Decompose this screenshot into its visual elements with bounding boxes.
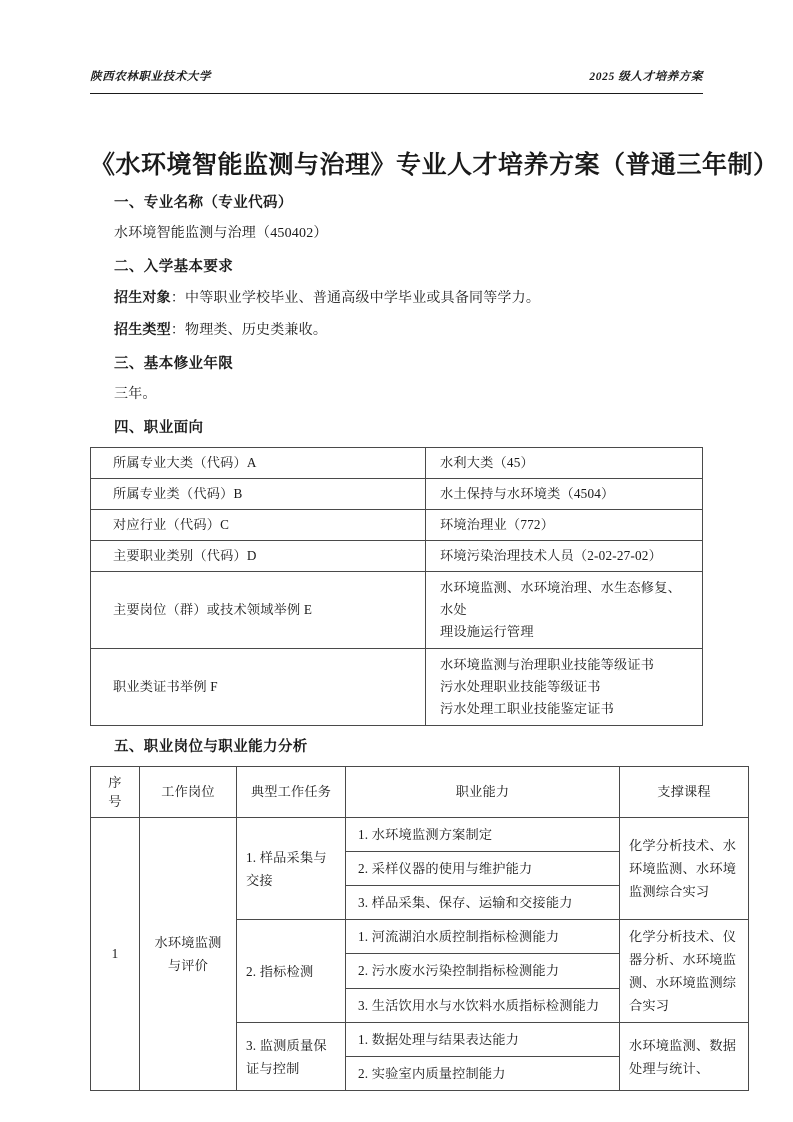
table-header-row (91, 767, 749, 818)
ability-table-head (91, 767, 749, 818)
cell-typical-task: 3. 监测质量保证与控制 (237, 1023, 346, 1091)
header-document-series: 2025 级人才培养方案 (589, 71, 703, 83)
career-row-label: 对应行业（代码）C (91, 510, 426, 541)
admission-type-value: 物理类、历史类兼收。 (185, 323, 328, 338)
cell-vocational-ability: 2. 实验室内质量控制能力 (346, 1057, 620, 1091)
page-title: 《水环境智能监测与治理》专业人才培养方案（普通三年制） (90, 151, 779, 179)
section-heading-3: 三、基本修业年限 (114, 356, 234, 372)
table-row (91, 510, 703, 541)
cell-vocational-ability: 3. 样品采集、保存、运输和交接能力 (346, 886, 620, 920)
career-row-value-line: 水土保持与水环境类（4504） (440, 486, 615, 501)
table-row (91, 572, 703, 649)
cell-supporting-course: 水环境监测、数据处理与统计、 (620, 1023, 749, 1091)
cell-typical-task: 1. 样品采集与交接 (237, 818, 346, 920)
career-row-value-line: 环境治理业（772） (440, 517, 555, 532)
cell-vocational-ability: 2. 污水废水污染控制指标检测能力 (346, 954, 620, 988)
table-row (91, 818, 749, 852)
cell-vocational-ability: 3. 生活饮用水与水饮料水质指标检测能力 (346, 988, 620, 1022)
table-row (91, 649, 703, 726)
column-header-serial-no-char: 序 (108, 775, 122, 790)
section-heading-5: 五、职业岗位与职业能力分析 (114, 739, 308, 755)
header-divider-rule (90, 93, 703, 94)
cell-vocational-ability: 1. 数据处理与结果表达能力 (346, 1023, 620, 1057)
running-header (90, 68, 703, 88)
career-row-value (426, 649, 703, 726)
admission-target-label: 招生对象 (114, 289, 171, 305)
column-header-supporting-course: 支撑课程 (620, 767, 749, 818)
career-row-label: 所属专业大类（代码）A (91, 448, 426, 479)
career-row-label: 职业类证书举例 F (91, 649, 426, 726)
career-row-value-line: 水环境监测与治理职业技能等级证书 (440, 657, 655, 672)
career-row-value (426, 510, 703, 541)
section-heading-2: 二、入学基本要求 (114, 259, 234, 275)
table-row (91, 448, 703, 479)
column-header-serial-no (91, 767, 140, 818)
career-row-value (426, 479, 703, 510)
column-header-vocational-ability: 职业能力 (346, 767, 620, 818)
career-row-label: 所属专业类（代码）B (91, 479, 426, 510)
cell-vocational-ability: 1. 水环境监测方案制定 (346, 818, 620, 852)
column-header-post: 工作岗位 (140, 767, 237, 818)
cell-vocational-ability: 2. 采样仪器的使用与维护能力 (346, 852, 620, 886)
career-row-value (426, 448, 703, 479)
cell-typical-task: 2. 指标检测 (237, 920, 346, 1023)
section-1-body: 水环境智能监测与治理（450402） (114, 226, 328, 241)
admission-target-value: 中等职业学校毕业、普通高级中学毕业或具备同等学力。 (185, 291, 541, 306)
cell-vocational-ability: 1. 河流湖泊水质控制指标检测能力 (346, 920, 620, 954)
admission-type-line (90, 314, 703, 346)
column-header-typical-task: 典型工作任务 (237, 767, 346, 818)
career-row-value-line: 污水处理职业技能等级证书 (440, 679, 601, 694)
cell-serial-no: 1 (91, 818, 140, 1091)
career-row-value-line: 水环境监测、水环境治理、水生态修复、水处 (440, 580, 681, 617)
cell-work-post: 水环境监测与评价 (140, 818, 237, 1091)
ability-table-body (91, 818, 749, 1091)
career-row-value (426, 572, 703, 649)
header-institution: 陕西农林职业技术大学 (90, 71, 211, 83)
post-ability-analysis-table (90, 766, 749, 1091)
career-row-label: 主要职业类别（代码）D (91, 541, 426, 572)
career-orientation-table (90, 447, 703, 726)
section-heading-1: 一、专业名称（专业代码） (114, 195, 293, 211)
table-row (91, 479, 703, 510)
column-header-serial-no-char: 号 (108, 794, 122, 809)
career-row-value-line: 污水处理工职业技能鉴定证书 (440, 701, 615, 716)
career-table-body (91, 448, 703, 726)
section-3-body: 三年。 (114, 387, 157, 402)
admission-type-separator: ： (170, 323, 186, 338)
career-row-label: 主要岗位（群）或技术领域举例 E (91, 572, 426, 649)
career-row-value (426, 541, 703, 572)
table-row (91, 541, 703, 572)
career-row-value-line: 水利大类（45） (440, 455, 534, 470)
career-row-value-line: 环境污染治理技术人员（2-02-27-02） (440, 548, 662, 563)
admission-target-line (90, 282, 703, 314)
admission-target-separator: ： (170, 291, 186, 306)
cell-supporting-course: 化学分析技术、仪器分析、水环境监测、水环境监测综合实习 (620, 920, 749, 1023)
section-heading-4: 四、职业面向 (114, 420, 204, 436)
document-body (90, 188, 737, 1091)
career-row-value-line: 理设施运行管理 (440, 624, 534, 639)
cell-supporting-course: 化学分析技术、水环境监测、水环境监测综合实习 (620, 818, 749, 920)
admission-type-label: 招生类型 (114, 321, 171, 337)
